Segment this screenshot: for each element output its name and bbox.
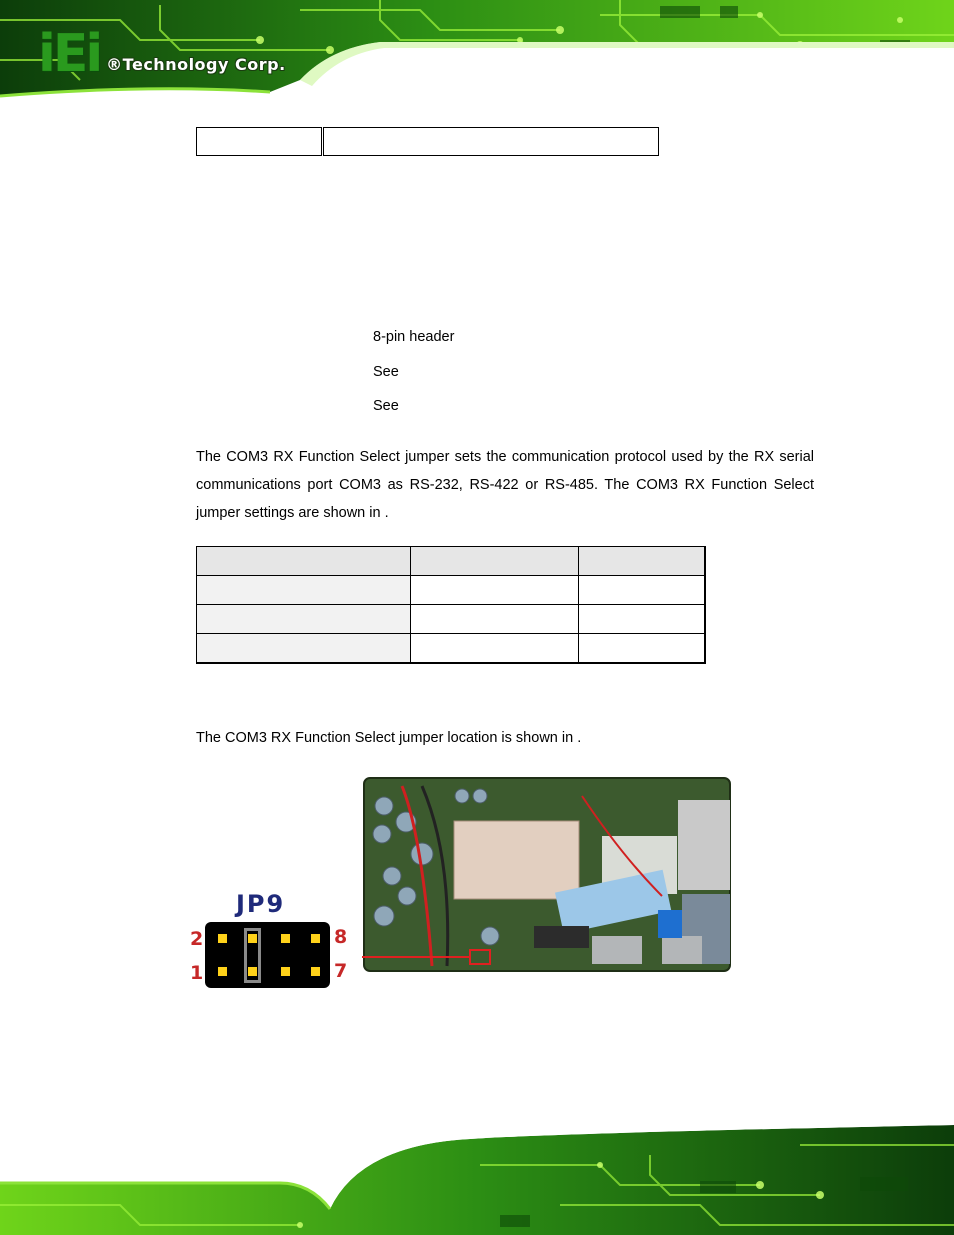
- jp9-header-diagram: [205, 922, 330, 988]
- pin-label-7: 7: [334, 960, 348, 982]
- jumper-location-reference: See: [373, 398, 399, 414]
- table-cell: [196, 604, 410, 633]
- page-footer-banner: [0, 1125, 954, 1235]
- table-cell: [197, 128, 323, 156]
- table-cell: [578, 604, 704, 633]
- table-cell: [323, 128, 659, 156]
- pin: [311, 967, 320, 976]
- circuit-board-footer-graphic: [0, 1125, 954, 1235]
- table-header-row: [196, 546, 704, 575]
- table-row: [196, 575, 704, 604]
- table-cell: [196, 633, 410, 662]
- top-table: [196, 127, 659, 156]
- table-cell: [196, 575, 410, 604]
- table-cell: [410, 604, 578, 633]
- board-photo: [362, 776, 746, 976]
- pin: [218, 967, 227, 976]
- page-header-banner: [0, 0, 954, 112]
- logo-mark: iEi: [38, 24, 101, 84]
- pin-label-8: 8: [334, 926, 348, 948]
- table-cell: [410, 633, 578, 662]
- table-cell: [410, 575, 578, 604]
- logo-text: ®Technology Corp.: [106, 55, 286, 74]
- location-paragraph: The COM3 RX Function Select jumper location is shown in .: [196, 730, 582, 746]
- jumper-label: JP9: [236, 890, 286, 918]
- table-cell: [578, 633, 704, 662]
- jumper-settings-reference: See: [373, 364, 399, 380]
- table-cell: [578, 546, 704, 575]
- jumper-type-value: 8-pin header: [373, 329, 455, 345]
- description-paragraph: The COM3 RX Function Select jumper sets the communication protocol used by the RX serial communications port COM3 as RS-232, RS-422 or RS-485. The COM3 RX Function Select jumper settings are shown in .: [196, 449, 814, 521]
- table-cell: [410, 546, 578, 575]
- pin-label-1: 1: [190, 962, 204, 984]
- pin: [311, 934, 320, 943]
- pin: [281, 967, 290, 976]
- table-row: [196, 633, 704, 662]
- table-cell: [578, 575, 704, 604]
- jumper-cap: [244, 928, 261, 983]
- pin-label-2: 2: [190, 928, 204, 950]
- jumper-settings-table: [196, 546, 706, 664]
- table-row: [196, 604, 704, 633]
- company-logo: [38, 24, 286, 84]
- pin: [281, 934, 290, 943]
- table-cell: [196, 546, 410, 575]
- table-row: [197, 128, 659, 156]
- pin: [218, 934, 227, 943]
